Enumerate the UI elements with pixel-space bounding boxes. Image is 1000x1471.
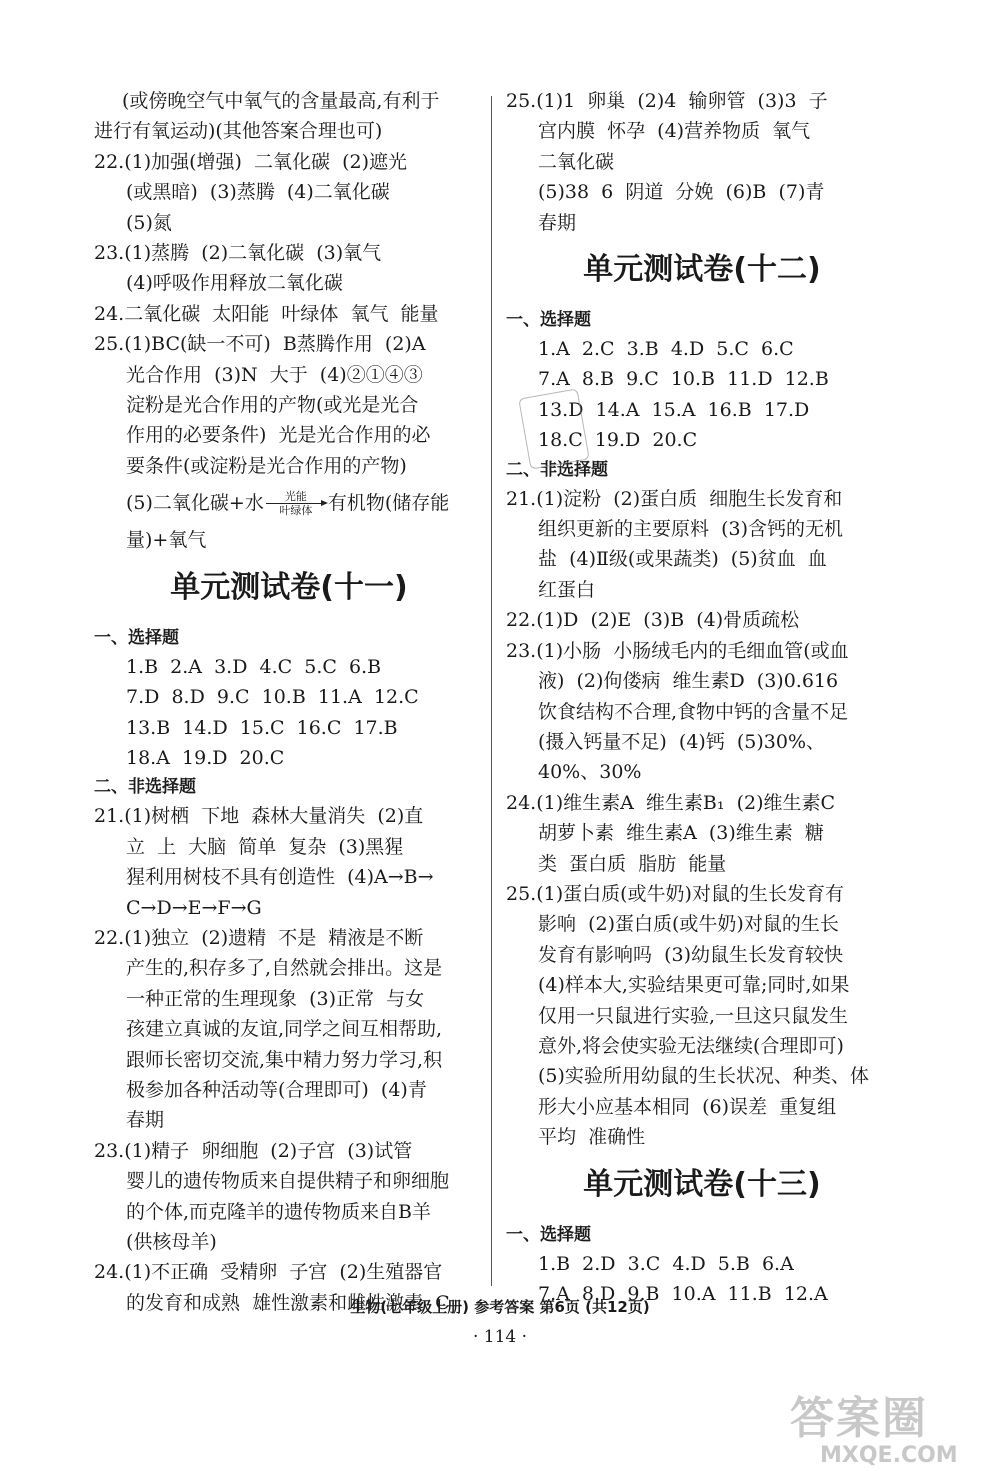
text-line: 发育有影响吗 (3)幼鼠生长发育较快	[538, 943, 843, 966]
choice-answers-row: 13.D 14.A 15.A 16.B 17.D	[538, 398, 810, 421]
text-line: 红蛋白	[538, 578, 596, 601]
text-line: (或傍晚空气中氧气的含量最高,有利于	[122, 90, 440, 112]
arrow-condition-above: 光能	[284, 489, 307, 503]
text-line: 产生的,积存多了,自然就会排出。这是	[126, 957, 443, 980]
text-line: 平均 准确性	[538, 1126, 646, 1149]
unit-test-heading-13: 单元测试卷(十三)	[583, 1166, 821, 1202]
unit-test-heading-11: 单元测试卷(十一)	[170, 569, 408, 605]
equation-right: 有机物(储存能	[327, 492, 450, 515]
text-line: 立 上 大脑 简单 复杂 (3)黑猩	[126, 835, 404, 858]
text-line: 形大小应基本相同 (6)误差 重复组	[538, 1095, 837, 1118]
equation-left: (5)二氧化碳+水	[126, 492, 264, 515]
text-line: C→D→E→F→G	[126, 896, 262, 919]
text-line: 淀粉是光合作用的产物(或光是光合	[126, 394, 419, 417]
choice-answers-row: 18.A 19.D 20.C	[126, 746, 285, 769]
text-line: 要条件(或淀粉是光合作用的产物)	[126, 454, 407, 477]
text-line: 影响 (2)蛋白质(或牛奶)对鼠的生长	[538, 913, 839, 936]
text-line: 跟师长密切交流,集中精力努力学习,积	[126, 1048, 443, 1071]
text-line: (4)呼吸作用释放二氧化碳	[126, 272, 343, 295]
text-line: 25.(1)1 卵巢 (2)4 输卵管 (3)3 子	[506, 90, 828, 112]
text-line: 的个体,而克隆羊的遗传物质来自B羊	[126, 1200, 432, 1223]
text-line: 24.二氧化碳 太阳能 叶绿体 氧气 能量	[94, 302, 439, 325]
text-line: 一种正常的生理现象 (3)正常 与女	[126, 987, 425, 1010]
text-line: 宫内膜 怀孕 (4)营养物质 氧气	[538, 120, 811, 143]
text-line: 光合作用 (3)N 大于 (4)②①④③	[126, 363, 423, 386]
text-line: (摄入钙量不足) (4)钙 (5)30%、	[538, 730, 826, 753]
text-line: 进行有氧运动)(其他答案合理也可)	[94, 120, 383, 143]
text-line: 23.(1)蒸腾 (2)二氧化碳 (3)氧气	[94, 242, 382, 265]
reaction-arrow	[266, 490, 326, 517]
right-column	[506, 86, 898, 1309]
text-line: 类 蛋白质 脂肪 能量	[538, 852, 727, 875]
text-line: 二氧化碳	[538, 150, 615, 173]
site-watermark	[790, 1393, 990, 1468]
text-line: 胡萝卜素 维生素A (3)维生素 糖	[538, 822, 824, 845]
page-footer: 生物(七年级上册) 参考答案 第6页 (共12页)	[350, 1298, 650, 1316]
text-line: 孩建立真诚的友谊,同学之间互相帮助,	[126, 1018, 443, 1041]
watermark-logo-text: 答案圈	[790, 1393, 928, 1444]
text-line: (供核母羊)	[126, 1231, 217, 1253]
page-number: · 114 ·	[472, 1327, 528, 1347]
section-heading-choice: 一、选择题	[506, 1224, 591, 1245]
text-line: 盐 (4)Ⅱ级(或果蔬类) (5)贫血 血	[538, 548, 827, 571]
text-line: 40%、30%	[538, 761, 642, 784]
choice-answers-row: 7.D 8.D 9.C 10.B 11.A 12.C	[126, 686, 419, 709]
text-line: 25.(1)BC(缺一不可) B蒸腾作用 (2)A	[94, 333, 426, 356]
choice-answers-row: 13.B 14.D 15.C 16.C 17.B	[126, 716, 398, 739]
section-heading-choice: 一、选择题	[94, 627, 179, 648]
choice-answers-row: 7.A 8.B 9.C 10.B 11.D 12.B	[538, 368, 829, 391]
text-line: 量)+氧气	[126, 529, 207, 552]
choice-answers-row: 18.C 19.D 20.C	[538, 429, 698, 452]
text-line: 23.(1)小肠 小肠绒毛内的毛细血管(或血	[506, 639, 849, 662]
text-line: 春期	[126, 1109, 165, 1132]
section-heading-nonchoice: 二、非选择题	[506, 459, 608, 480]
text-line: 婴儿的遗传物质来自提供精子和卵细胞	[126, 1170, 450, 1193]
choice-answers-row: 7.A 8.D 9.B 10.A 11.B 12.A	[538, 1283, 828, 1305]
arrow-icon	[266, 503, 326, 504]
text-line: (或黑暗) (3)蒸腾 (4)二氧化碳	[126, 181, 390, 204]
unit-test-heading-12: 单元测试卷(十二)	[583, 252, 821, 288]
text-line: 22.(1)独立 (2)遗精 不是 精液是不断	[94, 926, 424, 949]
text-line: 25.(1)蛋白质(或牛奶)对鼠的生长发育有	[506, 882, 844, 905]
text-line: 的发育和成熟 雄性激素和雌性激素 C	[126, 1291, 450, 1314]
text-line: 21.(1)树栖 下地 森林大量消失 (2)直	[94, 805, 424, 828]
text-line: 21.(1)淀粉 (2)蛋白质 细胞生长发育和	[506, 487, 843, 510]
section-heading-nonchoice: 二、非选择题	[94, 777, 196, 798]
text-line: 春期	[538, 211, 577, 234]
text-line: 组织更新的主要原料 (3)含钙的无机	[538, 518, 843, 541]
text-line: 猩利用树枝不具有创造性 (4)A→B→	[126, 866, 434, 889]
choice-answers-row: 1.B 2.A 3.D 4.C 5.C 6.B	[126, 655, 382, 678]
arrow-condition-below: 叶绿体	[279, 503, 313, 517]
left-column	[94, 86, 484, 1318]
text-line: (5)实验所用幼鼠的生长状况、种类、体	[538, 1065, 869, 1088]
choice-answers-row: 1.B 2.D 3.C 4.D 5.B 6.A	[538, 1252, 794, 1275]
text-line: 液) (2)佝偻病 维生素D (3)0.616	[538, 670, 839, 693]
text-line: 24.(1)不正确 受精卵 子宫 (2)生殖器官	[94, 1261, 443, 1284]
text-line: 作用的必要条件) 光是光合作用的必	[126, 424, 431, 447]
column-divider	[491, 96, 492, 1286]
text-line: 饮食结构不合理,食物中钙的含量不足	[538, 700, 849, 723]
text-line: (4)样本大,实验结果更可靠;同时,如果	[538, 974, 850, 997]
photosynthesis-equation	[94, 481, 484, 525]
faint-stamp-mark	[518, 388, 590, 469]
text-line: 意外,将会使实验无法继续(合理即可)	[538, 1034, 844, 1057]
choice-answers-row: 1.A 2.C 3.B 4.D 5.C 6.C	[538, 338, 794, 361]
section-heading-choice: 一、选择题	[506, 310, 591, 331]
text-line: (5)38 6 阴道 分娩 (6)B (7)青	[538, 181, 825, 204]
text-line: 23.(1)精子 卵细胞 (2)子宫 (3)试管	[94, 1139, 413, 1162]
text-line: (5)氮	[126, 211, 172, 234]
text-line: 22.(1)D (2)E (3)B (4)骨质疏松	[506, 609, 800, 632]
text-line: 极参加各种活动等(合理即可) (4)青	[126, 1078, 427, 1101]
text-line: 仅用一只鼠进行实验,一旦这只鼠发生	[538, 1004, 849, 1027]
text-line: 22.(1)加强(增强) 二氧化碳 (2)遮光	[94, 150, 408, 173]
watermark-url: MXQE.COM	[820, 1443, 958, 1468]
text-line: 24.(1)维生素A 维生素B₁ (2)维生素C	[506, 791, 836, 814]
